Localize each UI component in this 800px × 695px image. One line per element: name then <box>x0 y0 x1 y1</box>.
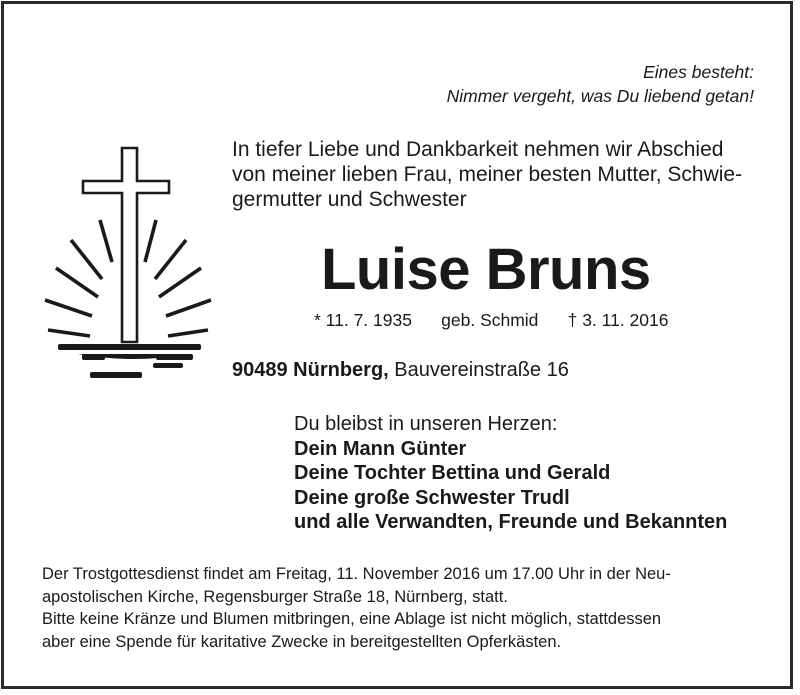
motto-line-1: Eines besteht: <box>643 62 754 82</box>
intro-line-1: In tiefer Liebe und Dankbarkeit nehmen wir Abschied <box>232 138 724 161</box>
mourners-block <box>294 412 727 535</box>
mourner-line: Dein Mann Günter <box>294 437 467 460</box>
address <box>232 357 569 383</box>
notice-line-3: Bitte keine Kränze und Blumen mitbringen, eine Ablage ist nicht möglich, stattdessen <box>42 610 662 628</box>
address-city: 90489 Nürnberg, <box>232 359 389 381</box>
service-notice <box>42 563 762 653</box>
mourner-line: Deine große Schwester Trudl <box>294 486 570 509</box>
intro-text <box>232 137 767 212</box>
deceased-name: Luise Bruns <box>321 237 651 302</box>
intro-line-2: von meiner lieben Frau, meiner besten Mutter, Schwie- <box>232 163 743 186</box>
motto <box>447 60 754 108</box>
intro-line-3: germutter und Schwester <box>232 188 467 211</box>
mourners-heading: Du bleibst in unseren Herzen: <box>294 413 558 435</box>
cross-sunrise-icon <box>38 140 218 385</box>
notice-line-4: aber eine Spende für karitative Zwecke in bereitgestellten Opferkästen. <box>42 632 562 651</box>
notice-line-1: Der Trostgottesdienst findet am Freitag, 11. November 2016 um 17.00 Uhr in der Neu- <box>42 565 671 583</box>
life-dates <box>314 308 668 332</box>
mourner-line: Deine Tochter Bettina und Gerald <box>294 462 611 484</box>
birth-date: * 11. 7. 1935 <box>314 310 412 330</box>
notice-line-2: apostolischen Kirche, Regensburger Straße 18, Nürnberg, statt. <box>42 587 508 606</box>
mourner-line: und alle Verwandten, Freunde und Bekannten <box>294 511 728 533</box>
motto-line-2: Nimmer vergeht, was Du liebend getan! <box>446 86 754 106</box>
maiden-name: geb. Schmid <box>441 310 539 330</box>
address-street: Bauvereinstraße 16 <box>394 359 569 381</box>
death-date: † 3. 11. 2016 <box>567 310 669 330</box>
